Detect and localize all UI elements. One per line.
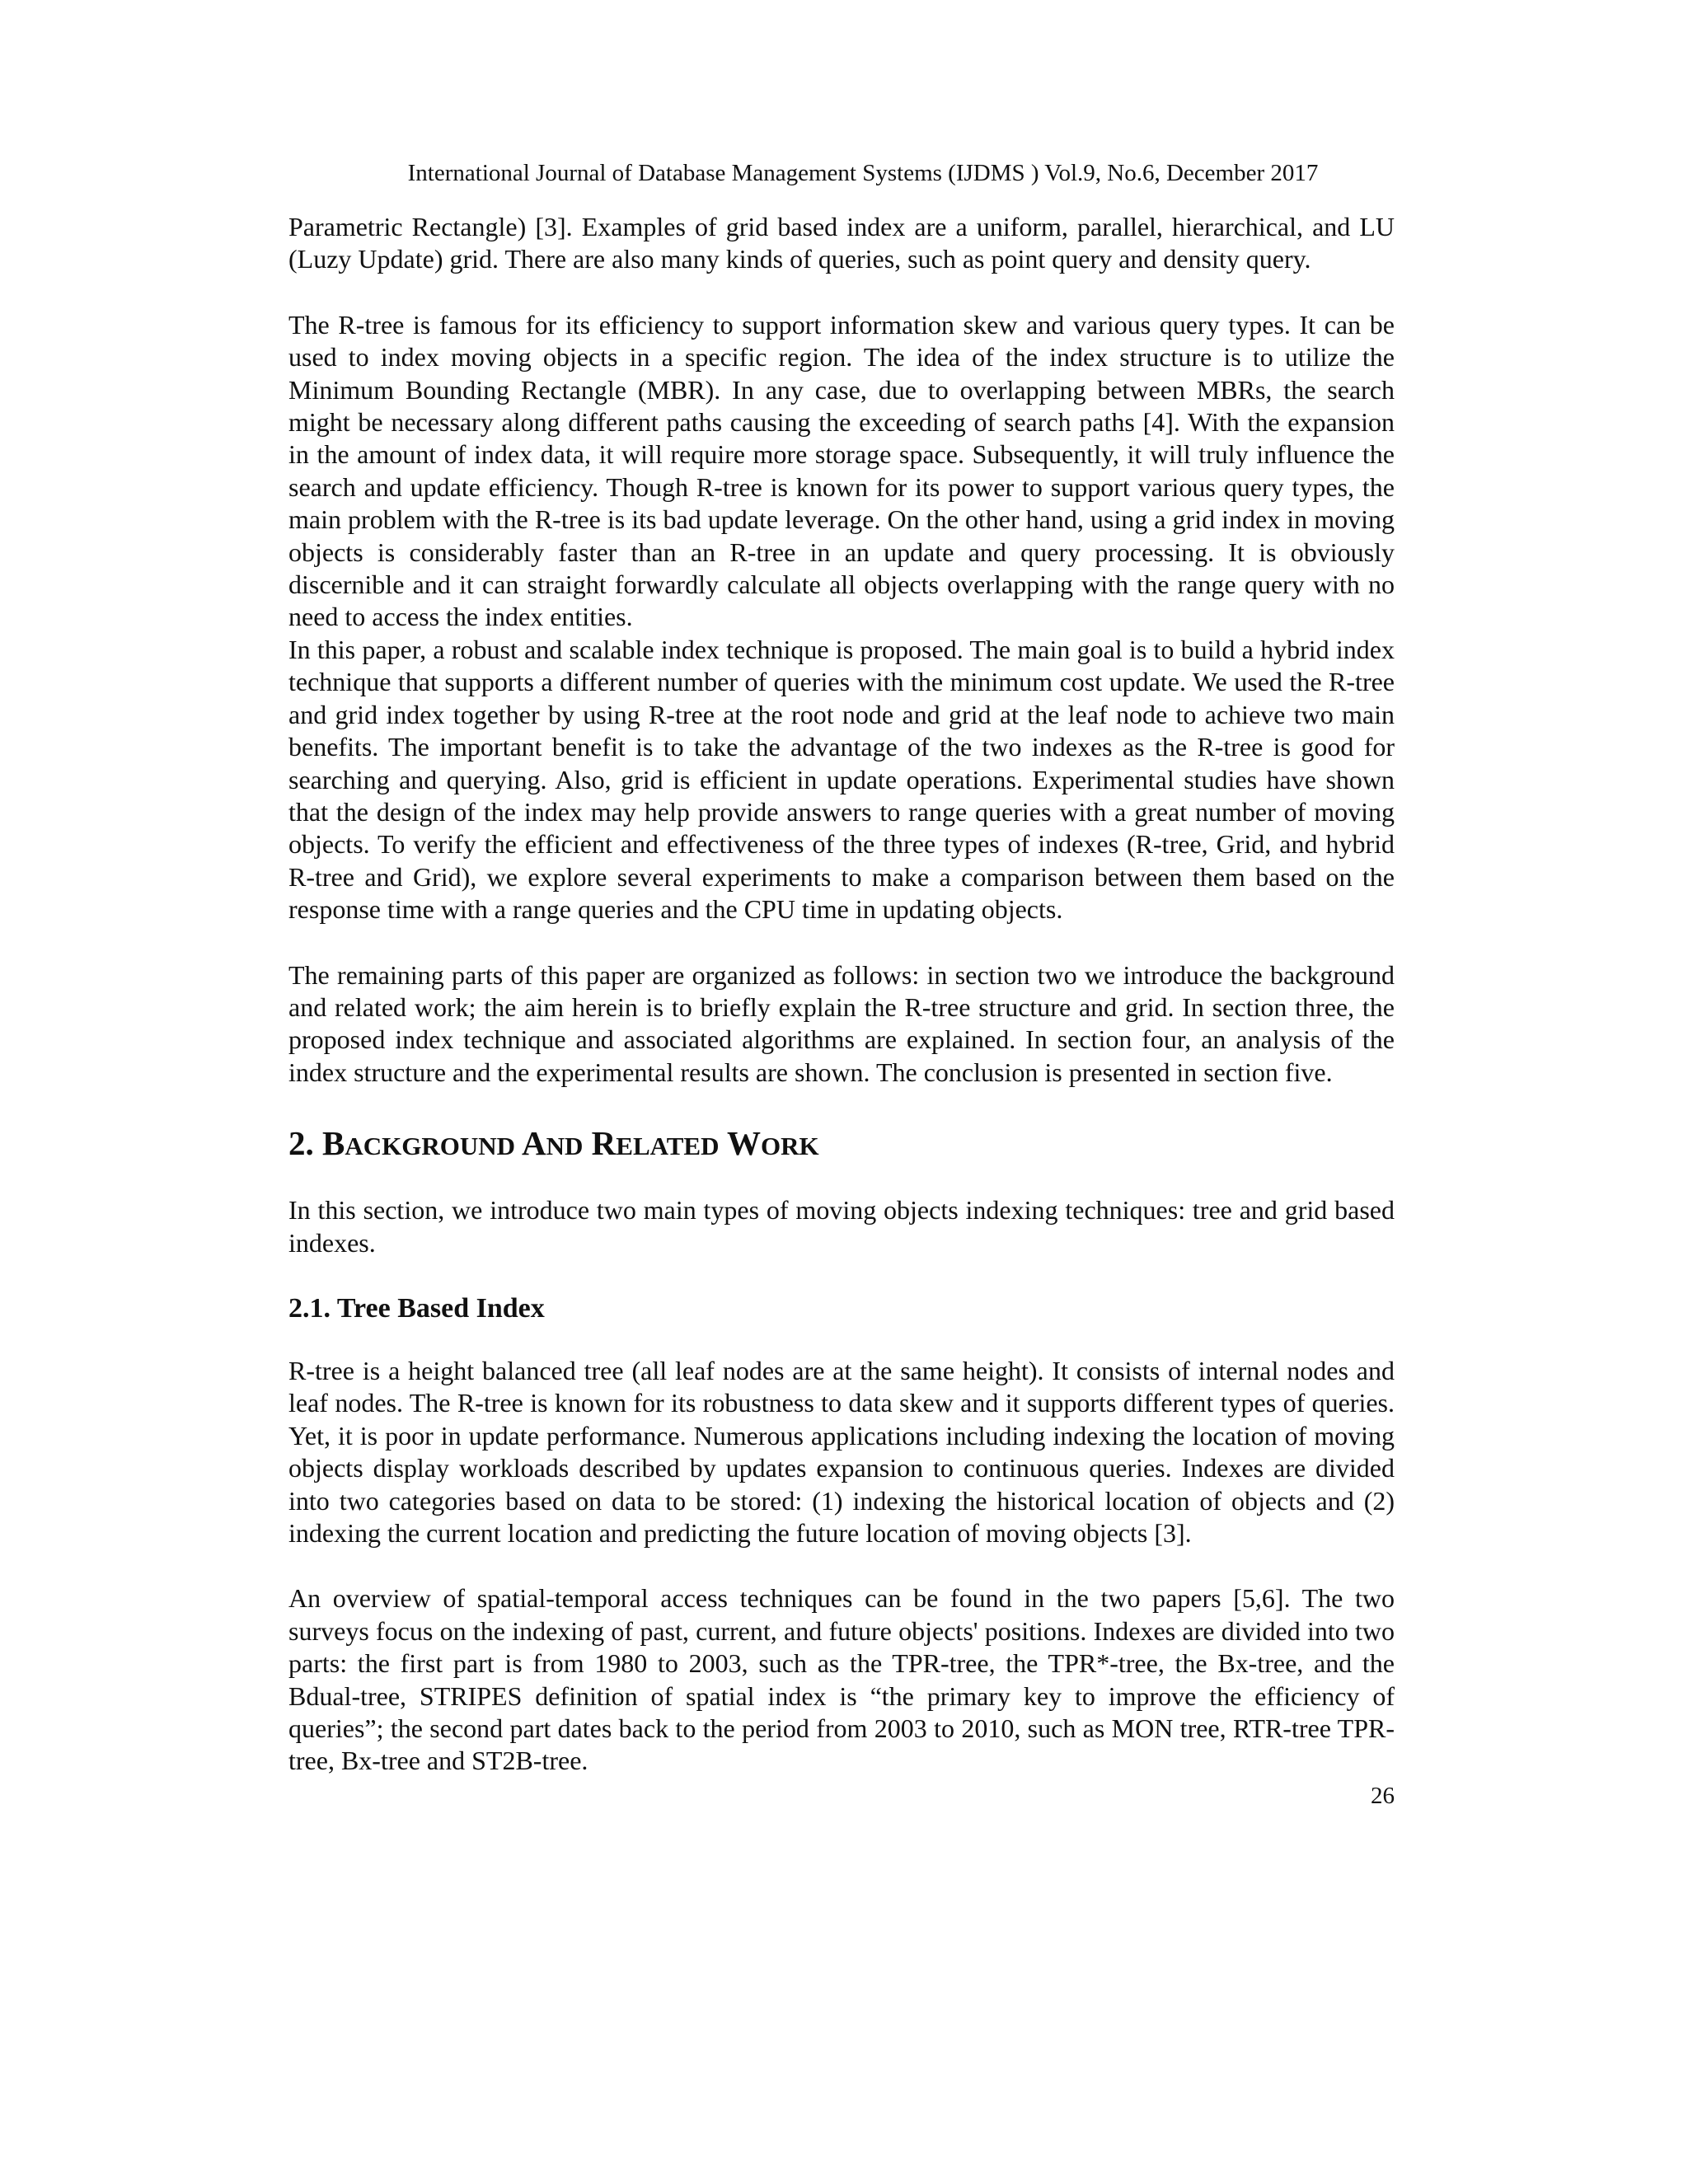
subsection-heading-tree-based-index: 2.1. Tree Based Index — [288, 1292, 545, 1324]
section-heading-background: 2. BACKGROUND AND RELATED WORK — [288, 1124, 819, 1163]
paragraph-proposed-technique: In this paper, a robust and scalable index technique is proposed. The main goal is to build a hybrid index technique that supports a different number of queries with the minimum cost update. We used the R-tree and grid index together by using R-tree at the root node and grid at the leaf node to achieve two main benefits. The important benefit is to take the advantage of the two indexes as the R-tree is good for searching and querying. Also, grid is efficient in update operations. Experimental studies have shown that the design of the index may help provide answers to range queries with a great number of moving objects. To verify the efficient and effectiveness of the three types of indexes (R-tree, Grid, and hybrid R-tree and Grid), we explore several experiments to make a comparison between them based on the response time with a range queries and the CPU time in updating objects. — [288, 634, 1395, 925]
paragraph-paper-organization: The remaining parts of this paper are organized as follows: in section two we introduce the background and related work; the aim herein is to briefly explain the R-tree structure and grid. In section three, the proposed index technique and associated algorithms are explained. In section four, an analysis of the index structure and the experimental results are shown. The conclusion is presented in section five. — [288, 959, 1395, 1087]
paragraph-rtree-definition: R-tree is a height balanced tree (all leaf nodes are at the same height). It consists of internal nodes and leaf nodes. The R-tree is known for its robustness to data skew and it supports different types of queries. Yet, it is poor in update performance. Numerous applications including indexing the location of moving objects display workloads described by updates expansion to continuous queries. Indexes are divided into two categories based on data to be stored: (1) indexing the historical location of objects and (2) indexing the current location and predicting the future location of moving objects [3]. — [288, 1355, 1395, 1548]
page-number: 26 — [1371, 1782, 1395, 1809]
running-header: International Journal of Database Management Systems (IJDMS ) Vol.9, No.6, December 2017 — [407, 160, 1319, 186]
paragraph-section-intro: In this section, we introduce two main types of moving objects indexing techniques: tree and grid based indexes. — [288, 1195, 1395, 1258]
paragraph-spatial-temporal-overview: An overview of spatial-temporal access techniques can be found in the two papers [5,6]. The two surveys focus on the indexing of past, current, and future objects' positions. Indexes are divided into two parts: the first part is from 1980 to 2003, such as the TPR-tree, the TPR*-tree, the Bx-tree, and the Bdual-tree, STRIPES definition of spatial index is “the primary key to improve the efficiency of queries”; the second part dates back to the period from 2003 to 2010, such as MON tree, RTR-tree TPR-tree, Bx-tree and ST2B-tree. — [288, 1583, 1395, 1776]
paragraph-grid-index-examples: Parametric Rectangle) [3]. Examples of grid based index are a uniform, parallel, hierarchical, and LU (Luzy Update) grid. There are also many kinds of queries, such as point query and density query. — [288, 212, 1395, 274]
paragraph-rtree-overview: The R-tree is famous for its efficiency to support information skew and various query types. It can be used to index moving objects in a specific region. The idea of the index structure is to utilize the Minimum Bounding Rectangle (MBR). In any case, due to overlapping between MBRs, the search might be necessary along different paths causing the exceeding of search paths [4]. With the expansion in the amount of index data, it will require more storage space. Subsequently, it will truly influence the search and update efficiency. Though R-tree is known for its power to support various query types, the main problem with the R-tree is its bad update leverage. On the other hand, using a grid index in moving objects is considerably faster than an R-tree in an update and query processing. It is obviously discernible and it can straight forwardly calculate all objects overlapping with the range query with no need to access the index entities. — [288, 309, 1395, 632]
page-content — [288, 157, 1395, 1814]
